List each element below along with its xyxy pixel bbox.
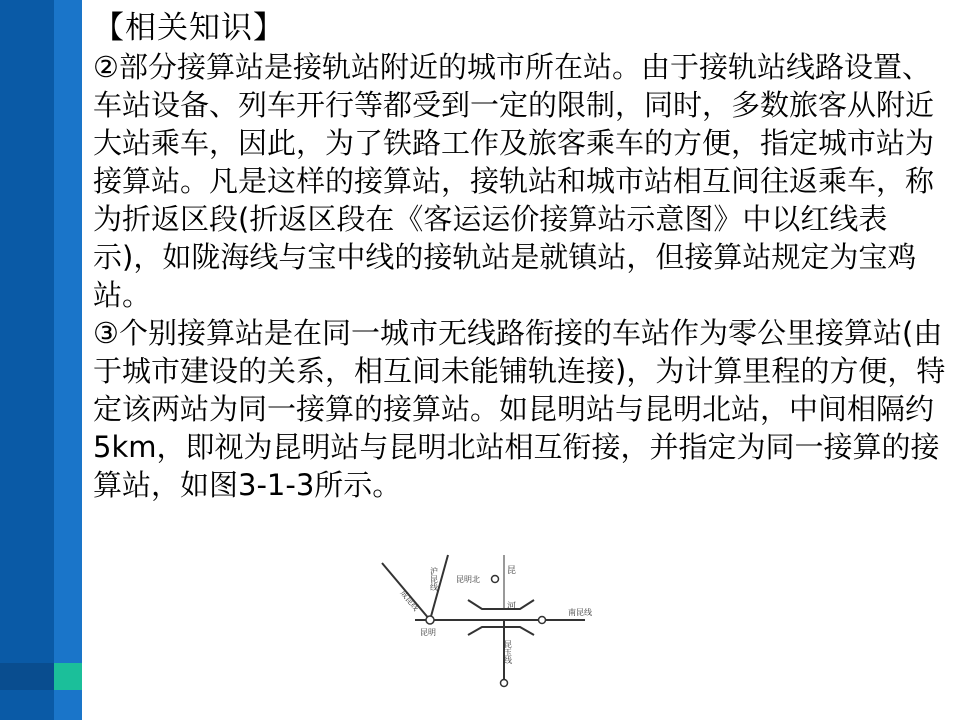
figure-3-1-3-diagram <box>370 545 610 695</box>
label-kunyu: 昆玉线 <box>503 640 513 664</box>
kunyu-end-station <box>501 680 508 687</box>
sidebar-bright-band <box>54 0 82 720</box>
label-kunming: 昆明 <box>420 628 436 637</box>
east-station <box>539 617 546 624</box>
label-kunming-bei: 昆明北 <box>456 575 480 584</box>
label-huk: 沪昆线 <box>429 567 439 591</box>
river-lower-bank <box>468 627 534 635</box>
sidebar-accent-block <box>54 663 82 690</box>
label-river-bottom: 河 <box>507 602 517 612</box>
label-chengkun: 成昆线 <box>398 588 421 613</box>
paragraph-2: ②部分接算站是接轨站附近的城市所在站。由于接轨站线路设置、车站设备、列车开行等都受到一定的限制，同时，多数旅客从附近大站乘车，因此，为了铁路工作及旅客乘车的方便，指定城市站为接算站。凡是这样的接算站，接轨站和城市站相互间往返乘车，称为折返区段(折返区段在《客运运价接算站示意图》中以红线表示)，如陇海线与宝中线的接轨站是就镇站，但接算站规定为宝鸡站。 <box>93 50 935 312</box>
slide-content <box>93 8 951 504</box>
sidebar-accent-dark <box>0 663 54 690</box>
label-nankun: 南昆线 <box>568 608 592 617</box>
paragraph-3: ③个别接算站是在同一城市无线路衔接的车站作为零公里接算站(由于城市建设的关系，相互间未能铺轨连接)，为计算里程的方便，特定该两站为同一接算的接算站。如昆明站与昆明北站，中间相隔约5km，即视为昆明站与昆明北站相互衔接，并指定为同一接算的接算站，如图3-1-3所示。 <box>93 316 946 502</box>
label-river-top: 昆 <box>507 566 517 576</box>
kunming-station <box>426 616 434 624</box>
sidebar-dark-band <box>0 0 54 720</box>
river-upper-bank <box>468 600 534 609</box>
section-heading: 【相关知识】 <box>93 10 285 46</box>
kunming-bei-station <box>492 576 499 583</box>
